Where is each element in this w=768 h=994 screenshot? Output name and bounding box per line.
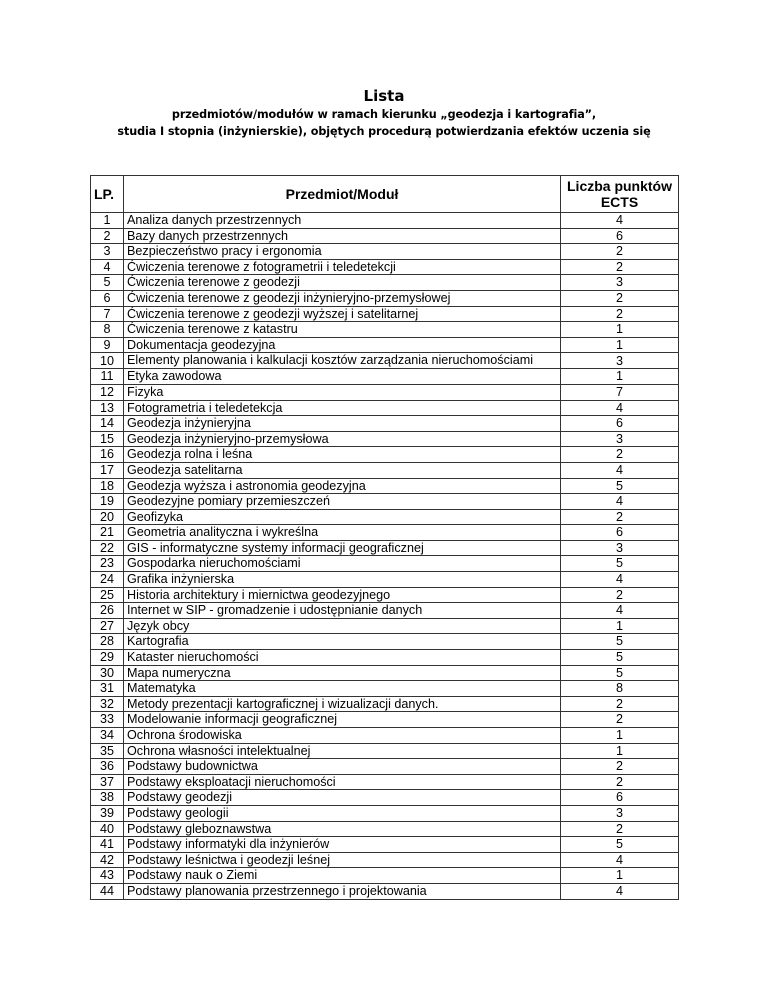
- subject-name: Fizyka: [124, 384, 561, 400]
- table-row: [91, 462, 679, 478]
- row-number: 43: [91, 868, 124, 884]
- table-row: [91, 837, 679, 853]
- table-row: [91, 509, 679, 525]
- ects-points: 2: [561, 306, 679, 322]
- table-row: [91, 525, 679, 541]
- subject-name: Podstawy geologii: [124, 805, 561, 821]
- row-number: 6: [91, 290, 124, 306]
- table-row: [91, 665, 679, 681]
- table-row: [91, 743, 679, 759]
- row-number: 35: [91, 743, 124, 759]
- row-number: 22: [91, 540, 124, 556]
- table-row: [91, 447, 679, 463]
- subject-name: Podstawy informatyki dla inżynierów: [124, 837, 561, 853]
- row-number: 28: [91, 634, 124, 650]
- ects-points: 2: [561, 259, 679, 275]
- ects-points: 2: [561, 587, 679, 603]
- ects-points: 1: [561, 743, 679, 759]
- ects-points: 1: [561, 369, 679, 385]
- row-number: 10: [91, 353, 124, 369]
- column-header-subject: Przedmiot/Moduł: [124, 176, 561, 213]
- ects-points: 3: [561, 431, 679, 447]
- table-row: [91, 416, 679, 432]
- row-number: 19: [91, 494, 124, 510]
- table-row: [91, 634, 679, 650]
- row-number: 13: [91, 400, 124, 416]
- table-row: [91, 696, 679, 712]
- row-number: 37: [91, 774, 124, 790]
- subject-name: Geometria analityczna i wykreślna: [124, 525, 561, 541]
- ects-points: 4: [561, 603, 679, 619]
- row-number: 12: [91, 384, 124, 400]
- subject-name: Elementy planowania i kalkulacji kosztów zarządzania nieruchomościami: [124, 353, 561, 369]
- row-number: 17: [91, 462, 124, 478]
- subject-name: Geodezja inżynieryjna: [124, 416, 561, 432]
- subject-name: Bazy danych przestrzennych: [124, 228, 561, 244]
- ects-points: 4: [561, 494, 679, 510]
- ects-points: 2: [561, 290, 679, 306]
- row-number: 21: [91, 525, 124, 541]
- subject-name: Ćwiczenia terenowe z geodezji wyższej i satelitarnej: [124, 306, 561, 322]
- document-subtitle-line-2: studia I stopnia (inżynierskie), objętych procedurą potwierdzania efektów uczenia się: [117, 125, 651, 138]
- subject-name: Geodezja satelitarna: [124, 462, 561, 478]
- subject-name: Gospodarka nieruchomościami: [124, 556, 561, 572]
- table-row: [91, 228, 679, 244]
- table-row: [91, 306, 679, 322]
- table-body: [91, 213, 679, 900]
- ects-points: 5: [561, 665, 679, 681]
- row-number: 11: [91, 369, 124, 385]
- table-row: [91, 587, 679, 603]
- ects-points: 6: [561, 228, 679, 244]
- ects-points: 3: [561, 353, 679, 369]
- subject-name: Fotogrametria i teledetekcja: [124, 400, 561, 416]
- row-number: 23: [91, 556, 124, 572]
- table-row: [91, 290, 679, 306]
- table-row: [91, 712, 679, 728]
- row-number: 20: [91, 509, 124, 525]
- ects-points: 2: [561, 244, 679, 260]
- ects-points: 2: [561, 759, 679, 775]
- subject-name: Podstawy leśnictwa i geodezji leśnej: [124, 852, 561, 868]
- subject-name: Ćwiczenia terenowe z geodezji: [124, 275, 561, 291]
- subject-name: Grafika inżynierska: [124, 572, 561, 588]
- ects-points: 2: [561, 447, 679, 463]
- table-row: [91, 681, 679, 697]
- table-row: [91, 431, 679, 447]
- ects-points: 7: [561, 384, 679, 400]
- subject-name: Historia architektury i miernictwa geodezyjnego: [124, 587, 561, 603]
- table-row: [91, 572, 679, 588]
- row-number: 27: [91, 618, 124, 634]
- ects-points: 5: [561, 634, 679, 650]
- row-number: 5: [91, 275, 124, 291]
- subject-name: Geodezja rolna i leśna: [124, 447, 561, 463]
- subject-name: Podstawy gleboznawstwa: [124, 821, 561, 837]
- table-row: [91, 369, 679, 385]
- ects-points: 4: [561, 462, 679, 478]
- table-row: [91, 400, 679, 416]
- row-number: 38: [91, 790, 124, 806]
- row-number: 31: [91, 681, 124, 697]
- ects-points: 2: [561, 774, 679, 790]
- row-number: 34: [91, 728, 124, 744]
- ects-points: 3: [561, 275, 679, 291]
- subject-name: Podstawy eksploatacji nieruchomości: [124, 774, 561, 790]
- ects-points: 1: [561, 868, 679, 884]
- ects-points: 2: [561, 696, 679, 712]
- subject-name: Analiza danych przestrzennych: [124, 213, 561, 229]
- subject-name: Podstawy budownictwa: [124, 759, 561, 775]
- subject-name: Ochrona środowiska: [124, 728, 561, 744]
- ects-points: 5: [561, 650, 679, 666]
- ects-points: 3: [561, 805, 679, 821]
- subject-name: Kartografia: [124, 634, 561, 650]
- row-number: 4: [91, 259, 124, 275]
- ects-points: 8: [561, 681, 679, 697]
- subject-name: Dokumentacja geodezyjna: [124, 337, 561, 353]
- subject-name: Matematyka: [124, 681, 561, 697]
- subject-name: Ćwiczenia terenowe z fotogrametrii i teledetekcji: [124, 259, 561, 275]
- table-row: [91, 805, 679, 821]
- subjects-table: [90, 175, 679, 900]
- subject-name: Internet w SIP - gromadzenie i udostępnianie danych: [124, 603, 561, 619]
- ects-points: 4: [561, 852, 679, 868]
- row-number: 15: [91, 431, 124, 447]
- table-row: [91, 556, 679, 572]
- table-row: [91, 852, 679, 868]
- subject-name: Geodezja inżynieryjno-przemysłowa: [124, 431, 561, 447]
- document-title: Lista: [363, 87, 405, 105]
- table-row: [91, 650, 679, 666]
- ects-points: 6: [561, 416, 679, 432]
- row-number: 24: [91, 572, 124, 588]
- subject-name: Ćwiczenia terenowe z katastru: [124, 322, 561, 338]
- subject-name: GIS - informatyczne systemy informacji geograficznej: [124, 540, 561, 556]
- subject-name: Geodezja wyższa i astronomia geodezyjna: [124, 478, 561, 494]
- subject-name: Mapa numeryczna: [124, 665, 561, 681]
- row-number: 1: [91, 213, 124, 229]
- table-row: [91, 478, 679, 494]
- row-number: 30: [91, 665, 124, 681]
- ects-points: 2: [561, 509, 679, 525]
- subject-name: Bezpieczeństwo pracy i ergonomia: [124, 244, 561, 260]
- row-number: 14: [91, 416, 124, 432]
- row-number: 40: [91, 821, 124, 837]
- ects-points: 5: [561, 837, 679, 853]
- ects-points: 2: [561, 712, 679, 728]
- table-row: [91, 790, 679, 806]
- row-number: 41: [91, 837, 124, 853]
- subject-name: Geofizyka: [124, 509, 561, 525]
- row-number: 7: [91, 306, 124, 322]
- row-number: 39: [91, 805, 124, 821]
- subject-name: Podstawy nauk o Ziemi: [124, 868, 561, 884]
- subject-name: Geodezyjne pomiary przemieszczeń: [124, 494, 561, 510]
- table-row: [91, 728, 679, 744]
- ects-points: 4: [561, 213, 679, 229]
- table-row: [91, 275, 679, 291]
- document-header: [0, 86, 768, 140]
- table-row: [91, 603, 679, 619]
- ects-points: 1: [561, 728, 679, 744]
- ects-points: 1: [561, 322, 679, 338]
- subject-name: Ćwiczenia terenowe z geodezji inżynieryjno-przemysłowej: [124, 290, 561, 306]
- ects-points: 4: [561, 400, 679, 416]
- row-number: 25: [91, 587, 124, 603]
- table-row: [91, 494, 679, 510]
- table-row: [91, 774, 679, 790]
- row-number: 33: [91, 712, 124, 728]
- row-number: 16: [91, 447, 124, 463]
- table-row: [91, 259, 679, 275]
- ects-points: 6: [561, 790, 679, 806]
- subject-name: Podstawy geodezji: [124, 790, 561, 806]
- subject-name: Etyka zawodowa: [124, 369, 561, 385]
- table-row: [91, 213, 679, 229]
- subject-name: Kataster nieruchomości: [124, 650, 561, 666]
- ects-points: 1: [561, 618, 679, 634]
- table-row: [91, 540, 679, 556]
- table-row: [91, 868, 679, 884]
- ects-points: 1: [561, 337, 679, 353]
- row-number: 8: [91, 322, 124, 338]
- column-header-lp: LP.: [91, 176, 124, 213]
- column-header-ects: Liczba punktów ECTS: [561, 176, 679, 213]
- ects-points: 2: [561, 821, 679, 837]
- table-row: [91, 353, 679, 369]
- row-number: 32: [91, 696, 124, 712]
- ects-points: 6: [561, 525, 679, 541]
- table-row: [91, 244, 679, 260]
- row-number: 42: [91, 852, 124, 868]
- subject-name: Podstawy planowania przestrzennego i projektowania: [124, 883, 561, 899]
- row-number: 44: [91, 883, 124, 899]
- table-row: [91, 618, 679, 634]
- ects-points: 5: [561, 478, 679, 494]
- subject-name: Modelowanie informacji geograficznej: [124, 712, 561, 728]
- row-number: 2: [91, 228, 124, 244]
- table-row: [91, 384, 679, 400]
- table-row: [91, 759, 679, 775]
- subject-name: Język obcy: [124, 618, 561, 634]
- ects-points: 5: [561, 556, 679, 572]
- subject-name: Metody prezentacji kartograficznej i wizualizacji danych.: [124, 696, 561, 712]
- row-number: 9: [91, 337, 124, 353]
- row-number: 36: [91, 759, 124, 775]
- ects-points: 4: [561, 883, 679, 899]
- table-row: [91, 322, 679, 338]
- ects-points: 4: [561, 572, 679, 588]
- row-number: 29: [91, 650, 124, 666]
- ects-points: 3: [561, 540, 679, 556]
- table-row: [91, 883, 679, 899]
- table-row: [91, 337, 679, 353]
- table-header-row: [91, 176, 679, 213]
- row-number: 18: [91, 478, 124, 494]
- row-number: 3: [91, 244, 124, 260]
- document-subtitle-line-1: przedmiotów/modułów w ramach kierunku „geodezja i kartografia”,: [171, 108, 597, 121]
- row-number: 26: [91, 603, 124, 619]
- subject-name: Ochrona własności intelektualnej: [124, 743, 561, 759]
- table-row: [91, 821, 679, 837]
